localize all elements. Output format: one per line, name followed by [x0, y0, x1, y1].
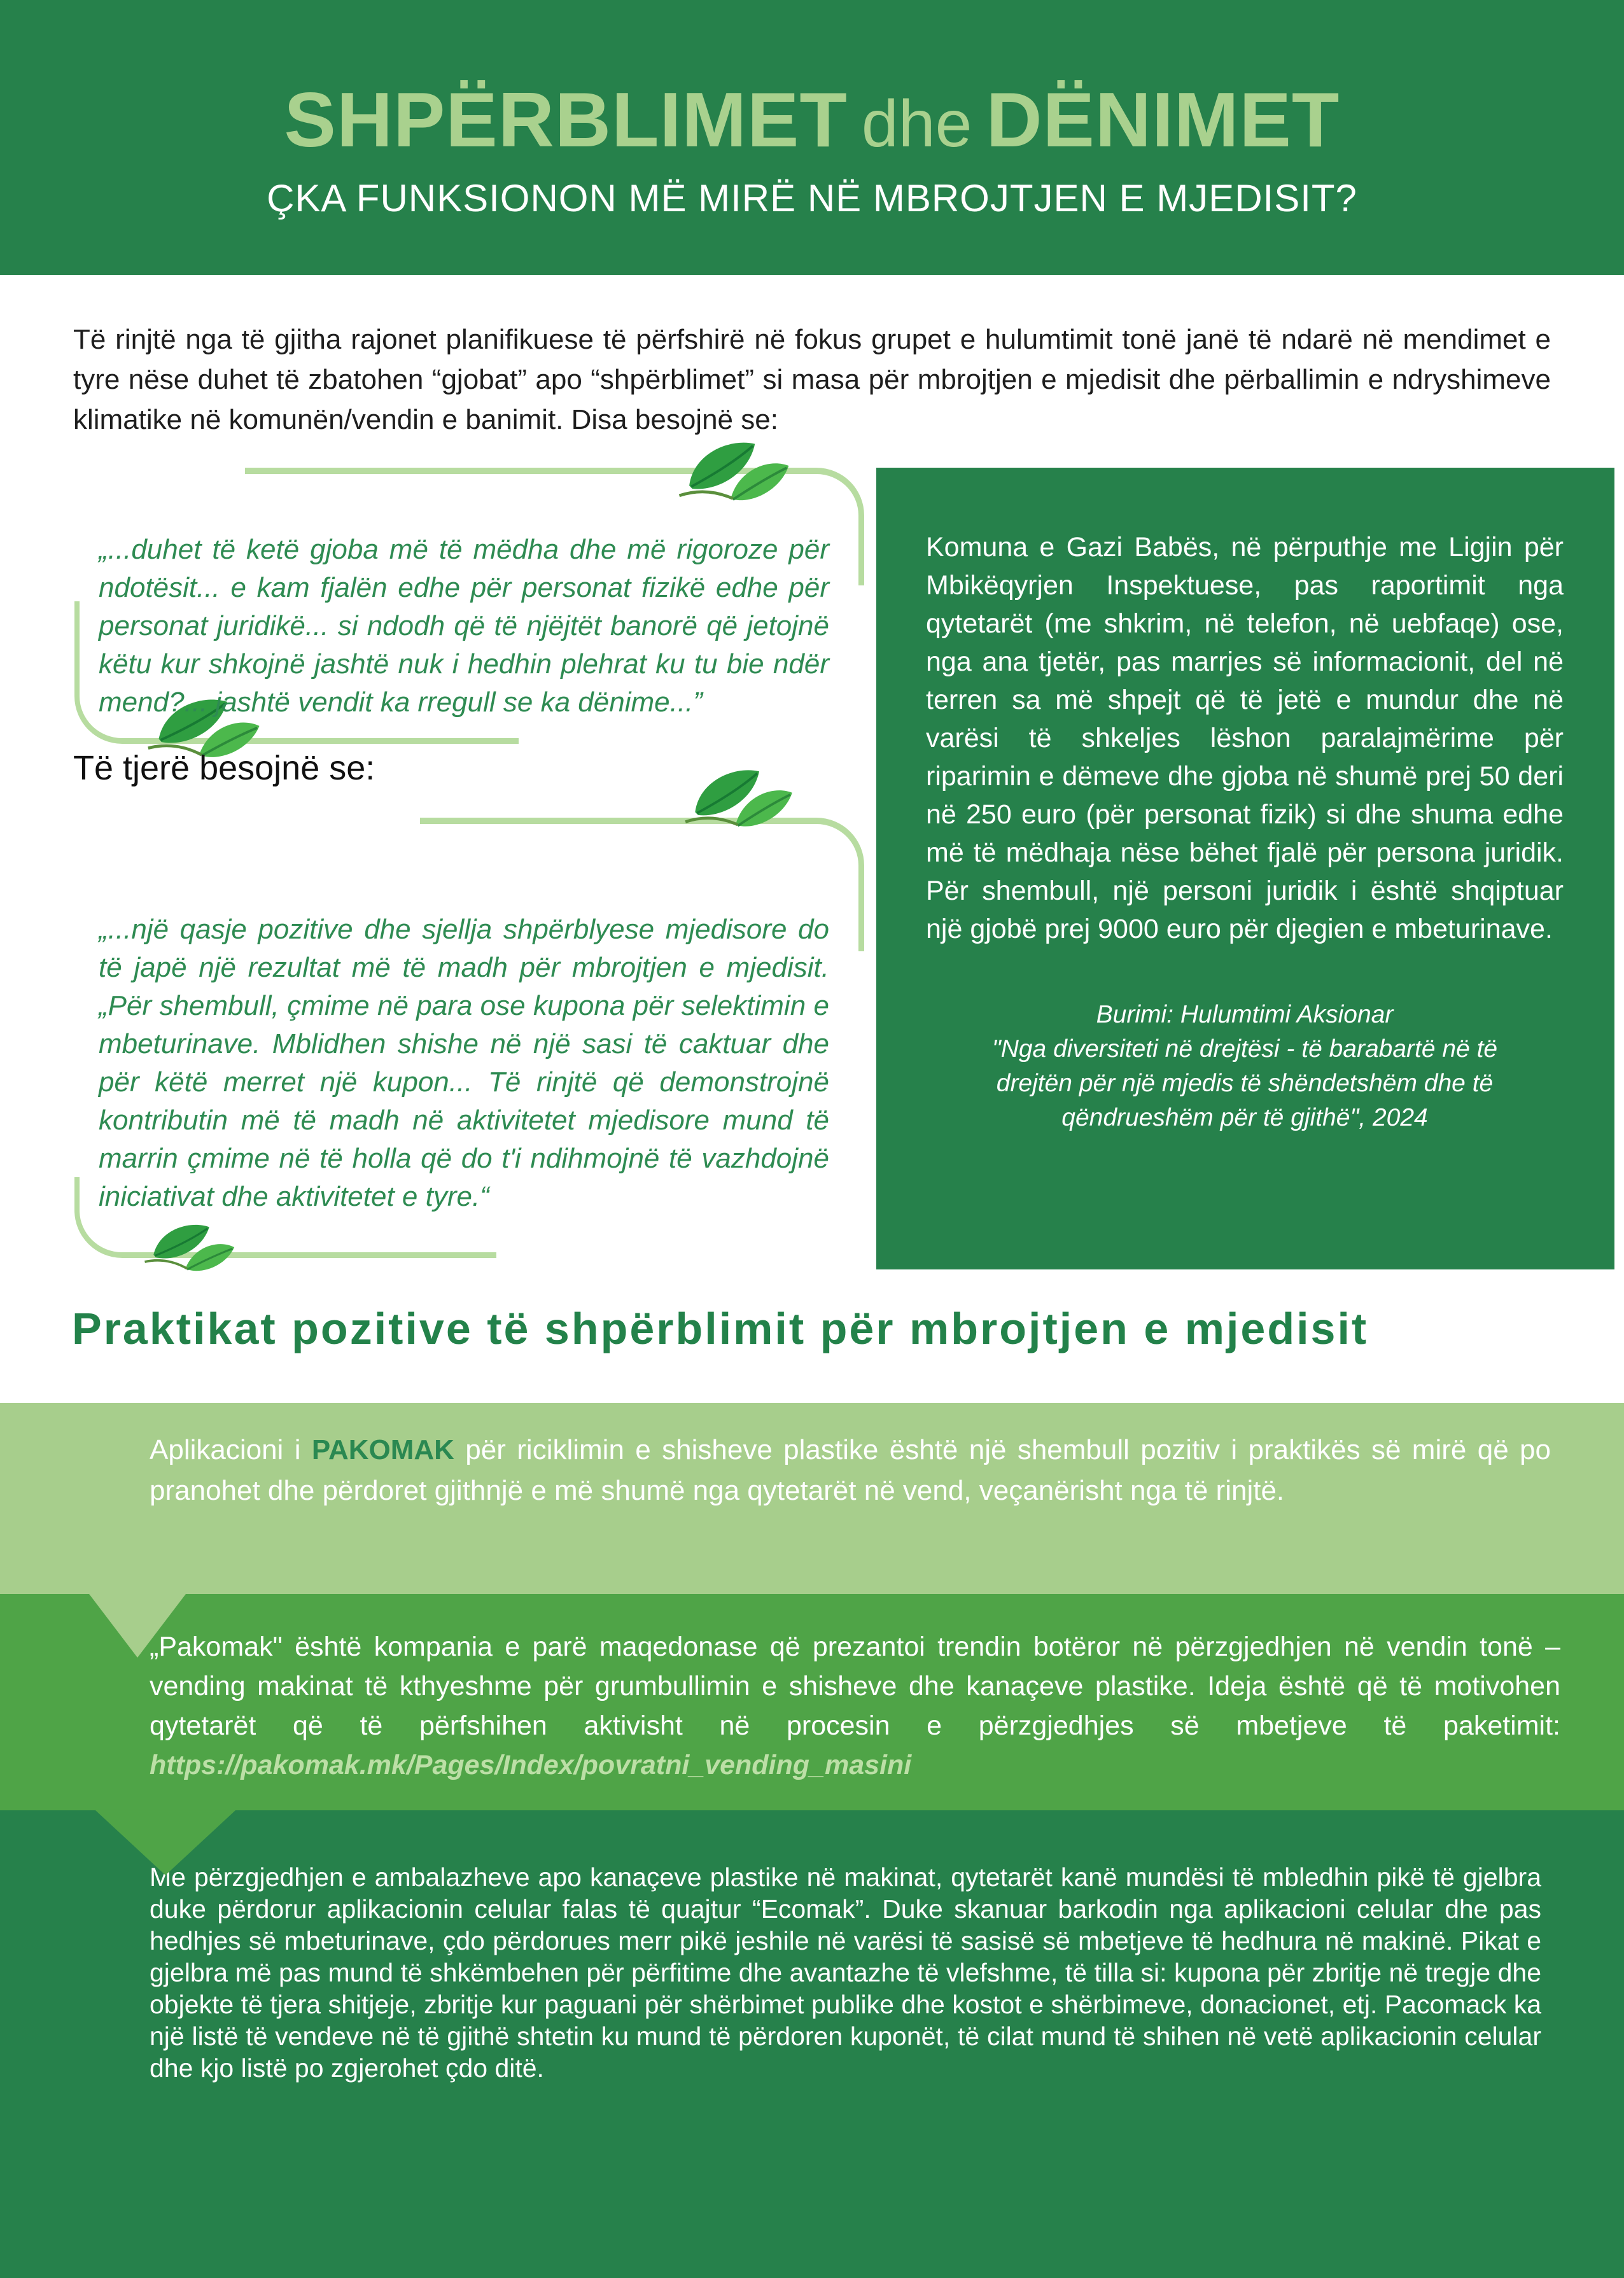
quote-text-rewards: „...një qasje pozitive dhe sjellja shpërblyese mjedisore do të japë një rezultat më të madh për mbrojtjen e mjedisit. „Për shembull, çmime në para ose kupona për selektimin e mbeturinave. Mblidhen shishe në një sasi të caktuar dhe për këtë merret një kupon... Të rinjtë që demonstrojnë kontributin më të madh në aktivitetet mjedisore mund të marrin çmime në të holla që do t'i ndihmojnë të vazhdojnë iniciativat dhe aktivitetet e tyre.“: [99, 914, 829, 1212]
band-light-paragraph: [150, 1430, 1551, 1511]
band-light-prefix: Aplikacioni i: [150, 1434, 312, 1465]
chevron-down-notch: [89, 1594, 186, 1658]
quote-block-penalties: [73, 439, 865, 764]
quote-block-rewards: [73, 760, 865, 1279]
title-word-rewards: SHPËRBLIMET: [284, 76, 848, 163]
pakomak-brand-label: PAKOMAK: [311, 1434, 454, 1465]
band-ecomak-details: [0, 1810, 1624, 2278]
band-light-suffix: për riciklimin e shisheve plastike është një shembull pozitiv i praktikës së mirë që po pranohet dhe përdoret gjithnjë e më shumë nga qytetarët në vend, veçanërisht nga të rinjtë.: [150, 1434, 1551, 1506]
title-conjunction: dhe: [861, 87, 972, 161]
chevron-down-notch: [95, 1810, 235, 1875]
municipality-info-box: [876, 468, 1614, 1269]
section-heading: Praktikat pozitive të shpërblimit për mbrojtjen e mjedisit: [72, 1304, 1369, 1353]
others-believe-heading: Të tjerë besojnë se:: [73, 749, 375, 787]
band-dark-paragraph: Me përzgjedhjen e ambalazheve apo kanaçeve plastike në makinat, qytetarët kanë mundësi të mbledhin pikë të gjelbra duke përdorur aplikacionin celular falas të quajtur “Ecomak”. Duke skanuar barkodin nga aplikacioni celular dhe pas hedhjes së mbeturinave, çdo përdorues merr pikë jeshile në varësi të sasisë së mbetjeve të hedhura në makinë. Pikat e gjelbra më pas mund të shkëmbehen për përfitime dhe avantazhe të vlefshme, të tilla si: kupona për zbritje në tregje dhe objekte të tjera shitjeje, zbritje kur paguani për shërbimet publike dhe kostot e shërbimeve, donacionet, etj. Pacomack ka një listë të vendeve në të gjithë shtetin ku mund të përdoren kuponët, të cilat mund të shihen në vetë aplikacionin celular dhe kjo listë po zgjerohet çdo ditë.: [150, 1862, 1541, 2083]
page-subtitle: ÇKA FUNKSIONON MË MIRË NË MBROJTJEN E MJEDISIT?: [267, 176, 1357, 220]
info-box-body: Komuna e Gazi Babës, në përputhje me Ligjin për Mbikëqyrjen Inspektuese, pas raportimit nga qytetarët (me shkrim, në telefon, në uebfaqe) ose, nga ana tjetër, pas marrjes së informacionit, del në terren sa më shpejt që të jetë e mundur dhe në varësi të shkeljes lëshon paralajmërime për riparimin e dëmeve dhe gjoba në shumë prej 50 deri në 250 euro (për personat fizik) si dhe shuma edhe më të mëdhaja nëse bëhet fjalë për persona juridik. Për shembull, një personi juridik i është shqiptuar një gjobë prej 9000 euro për djegien e mbeturinave.: [926, 532, 1564, 944]
pakomak-url-link[interactable]: https://pakomak.mk/Pages/Index/povratni_vending_masini: [150, 1750, 912, 1780]
source-citation: "Nga diversiteti në drejtësi - të barabartë në të drejtën për një mjedis të shëndetshëm dhe të qëndrueshëm për të gjithë", 2024: [991, 1035, 1498, 1131]
leaves-icon: [668, 434, 802, 514]
title-word-penalties: DËNIMET: [986, 76, 1340, 163]
band-pakomak-intro: [0, 1403, 1624, 1594]
band-pakomak-company: [0, 1594, 1624, 1810]
source-title: Burimi: Hulumtimi Aksionar: [1096, 1001, 1394, 1028]
band-medium-paragraph: [150, 1627, 1560, 1785]
info-box-source: [926, 998, 1564, 1135]
page-title: [284, 76, 1340, 163]
quote-text-penalties: „...duhet të ketë gjoba më të mëdha dhe më rigoroze për ndotësit... e kam fjalën edhe për personat fizikë edhe për personat juridikë... si ndodh që të njëjtët banorë që jetojnë këtu kur shkojnë jashtë nuk i hedhin plehrat ku tu bie ndër mend?... jashtë vendit ka rregull se ka dënime...”: [99, 534, 829, 718]
intro-paragraph: Të rinjtë nga të gjitha rajonet planifikuese të përfshirë në fokus grupet e hulumtimit tonë janë të ndarë në mendimet e tyre nëse duhet të zbatohen “gjobat” apo “shpërblimet” si masa për mbrojtjen e mjedisit dhe përballimin e ndryshimeve klimatike në komunën/vendin e banimit. Disa besojnë se:: [73, 324, 1551, 435]
leaves-icon: [675, 762, 805, 839]
band-medium-text: „Pakomak" është kompania e parë maqedonase që prezantoi trendin botëror në përzgjedhjen në vendin tonë – vending makinat të kthyeshme për grumbullimin e shisheve dhe kanaçeve plastike. Ideja është që të motivohen qytetarët që të përfshihen aktivisht në procesin e përzgjedhjes së mbetjeve të paketimit:: [150, 1632, 1560, 1741]
leaves-icon: [137, 1212, 245, 1286]
header-banner: [0, 0, 1624, 275]
